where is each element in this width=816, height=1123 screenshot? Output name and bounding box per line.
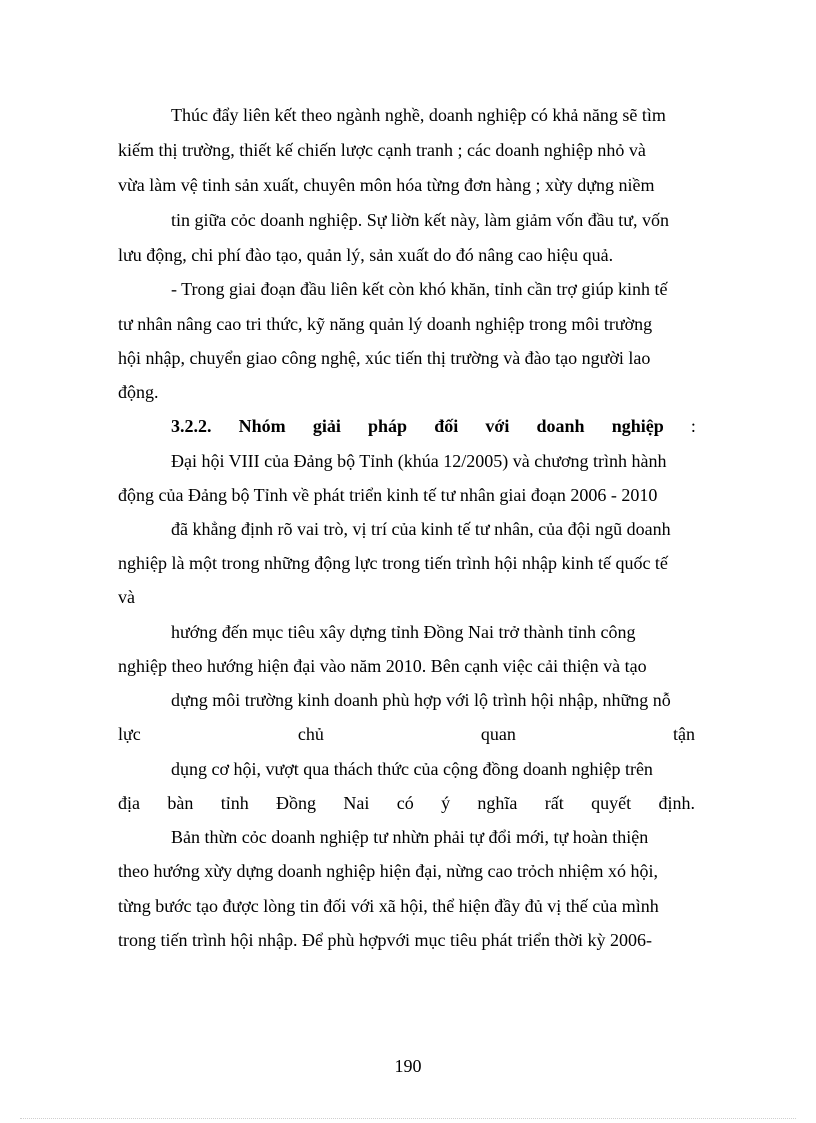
heading-colon: : bbox=[690, 416, 696, 436]
paragraph-line: trong tiến trình hội nhập. Để phù hợpvới mục tiêu phát triển thời kỳ 2006- bbox=[118, 930, 652, 950]
word: quyết bbox=[591, 793, 632, 813]
word: chủ bbox=[297, 724, 324, 744]
paragraph-line: động. bbox=[118, 382, 159, 402]
paragraph-line: tư nhân nâng cao tri thức, kỹ năng quản lý doanh nghiệp trong môi trường bbox=[118, 314, 653, 334]
heading-word: Nhóm bbox=[238, 416, 286, 436]
section-heading bbox=[171, 415, 696, 437]
paragraph-line: tin giữa cỏc doanh nghiệp. Sự liờn kết này, làm giảm vốn đầu tư, vốn bbox=[171, 210, 670, 230]
heading-word: giải bbox=[312, 416, 341, 436]
word: Đồng bbox=[276, 793, 317, 813]
paragraph-line: lưu động, chi phí đào tạo, quản lý, sản xuất do đó nâng cao hiệu quả. bbox=[118, 245, 614, 265]
heading-word: doanh bbox=[536, 416, 585, 436]
paragraph-line: vừa làm vệ tinh sản xuất, chuyên môn hóa từng đơn hàng ; xừy dựng niềm bbox=[118, 175, 655, 195]
paragraph-line: từng bước tạo được lòng tin đối với xã hội, thể hiện đầy đủ vị thế của mình bbox=[118, 896, 659, 916]
justified-line bbox=[118, 723, 695, 745]
word: tỉnh bbox=[220, 793, 249, 813]
paragraph-line: nghiệp là một trong những động lực trong tiến trình hội nhập kinh tế quốc tế bbox=[118, 553, 668, 573]
paragraph-line: - Trong giai đoạn đầu liên kết còn khó khăn, tỉnh cần trợ giúp kinh tế bbox=[171, 279, 668, 299]
word: tận bbox=[672, 724, 695, 744]
paragraph-line: hội nhập, chuyển giao công nghệ, xúc tiến thị trường và đào tạo người lao bbox=[118, 348, 651, 368]
paragraph-line: động của Đảng bộ Tỉnh về phát triển kinh tế tư nhân giai đoạn 2006 - 2010 bbox=[118, 485, 658, 505]
heading-word: với bbox=[485, 416, 510, 436]
paragraph-line: đã khẳng định rõ vai trò, vị trí của kinh tế tư nhân, của đội ngũ doanh bbox=[171, 519, 671, 539]
paragraph-line: theo hướng xừy dựng doanh nghiệp hiện đại, nừng cao trỏch nhiệm xó hội, bbox=[118, 861, 658, 881]
word: ý bbox=[441, 793, 451, 813]
word: quan bbox=[480, 724, 516, 744]
paragraph-line: kiếm thị trường, thiết kế chiến lược cạnh tranh ; các doanh nghiệp nhỏ và bbox=[118, 140, 646, 160]
heading-word: 3.2.2. bbox=[171, 416, 212, 436]
heading-word: đối bbox=[434, 416, 459, 436]
paragraph-line: Thúc đẩy liên kết theo ngành nghề, doanh nghiệp có khả năng sẽ tìm bbox=[171, 105, 666, 125]
page-number: 190 bbox=[394, 1056, 422, 1076]
paragraph-line: và bbox=[118, 587, 135, 607]
justified-line bbox=[118, 792, 695, 814]
heading-word: nghiệp bbox=[611, 416, 664, 436]
heading-word: pháp bbox=[368, 416, 408, 436]
word: lực bbox=[118, 724, 141, 744]
word: định. bbox=[658, 793, 695, 813]
page-border-rule bbox=[20, 1118, 796, 1119]
word: nghĩa bbox=[477, 793, 518, 813]
paragraph-line: Bản thừn cỏc doanh nghiệp tư nhừn phải tự đổi mới, tự hoàn thiện bbox=[171, 827, 649, 847]
paragraph-line: nghiệp theo hướng hiện đại vào năm 2010. Bên cạnh việc cải thiện và tạo bbox=[118, 656, 647, 676]
paragraph-line: dựng môi trường kinh doanh phù hợp với lộ trình hội nhập, những nỗ bbox=[171, 690, 671, 710]
paragraph-line: hướng đến mục tiêu xây dựng tỉnh Đồng Nai trở thành tỉnh công bbox=[171, 622, 636, 642]
word: rất bbox=[544, 793, 564, 813]
word: địa bbox=[118, 793, 140, 813]
word: bàn bbox=[167, 793, 194, 813]
paragraph-line: dụng cơ hội, vượt qua thách thức của cộng đồng doanh nghiệp trên bbox=[171, 759, 653, 779]
paragraph-line: Đại hội VIII của Đảng bộ Tỉnh (khúa 12/2005) và chương trình hành bbox=[171, 451, 667, 471]
word: có bbox=[396, 793, 414, 813]
word: Nai bbox=[343, 793, 370, 813]
